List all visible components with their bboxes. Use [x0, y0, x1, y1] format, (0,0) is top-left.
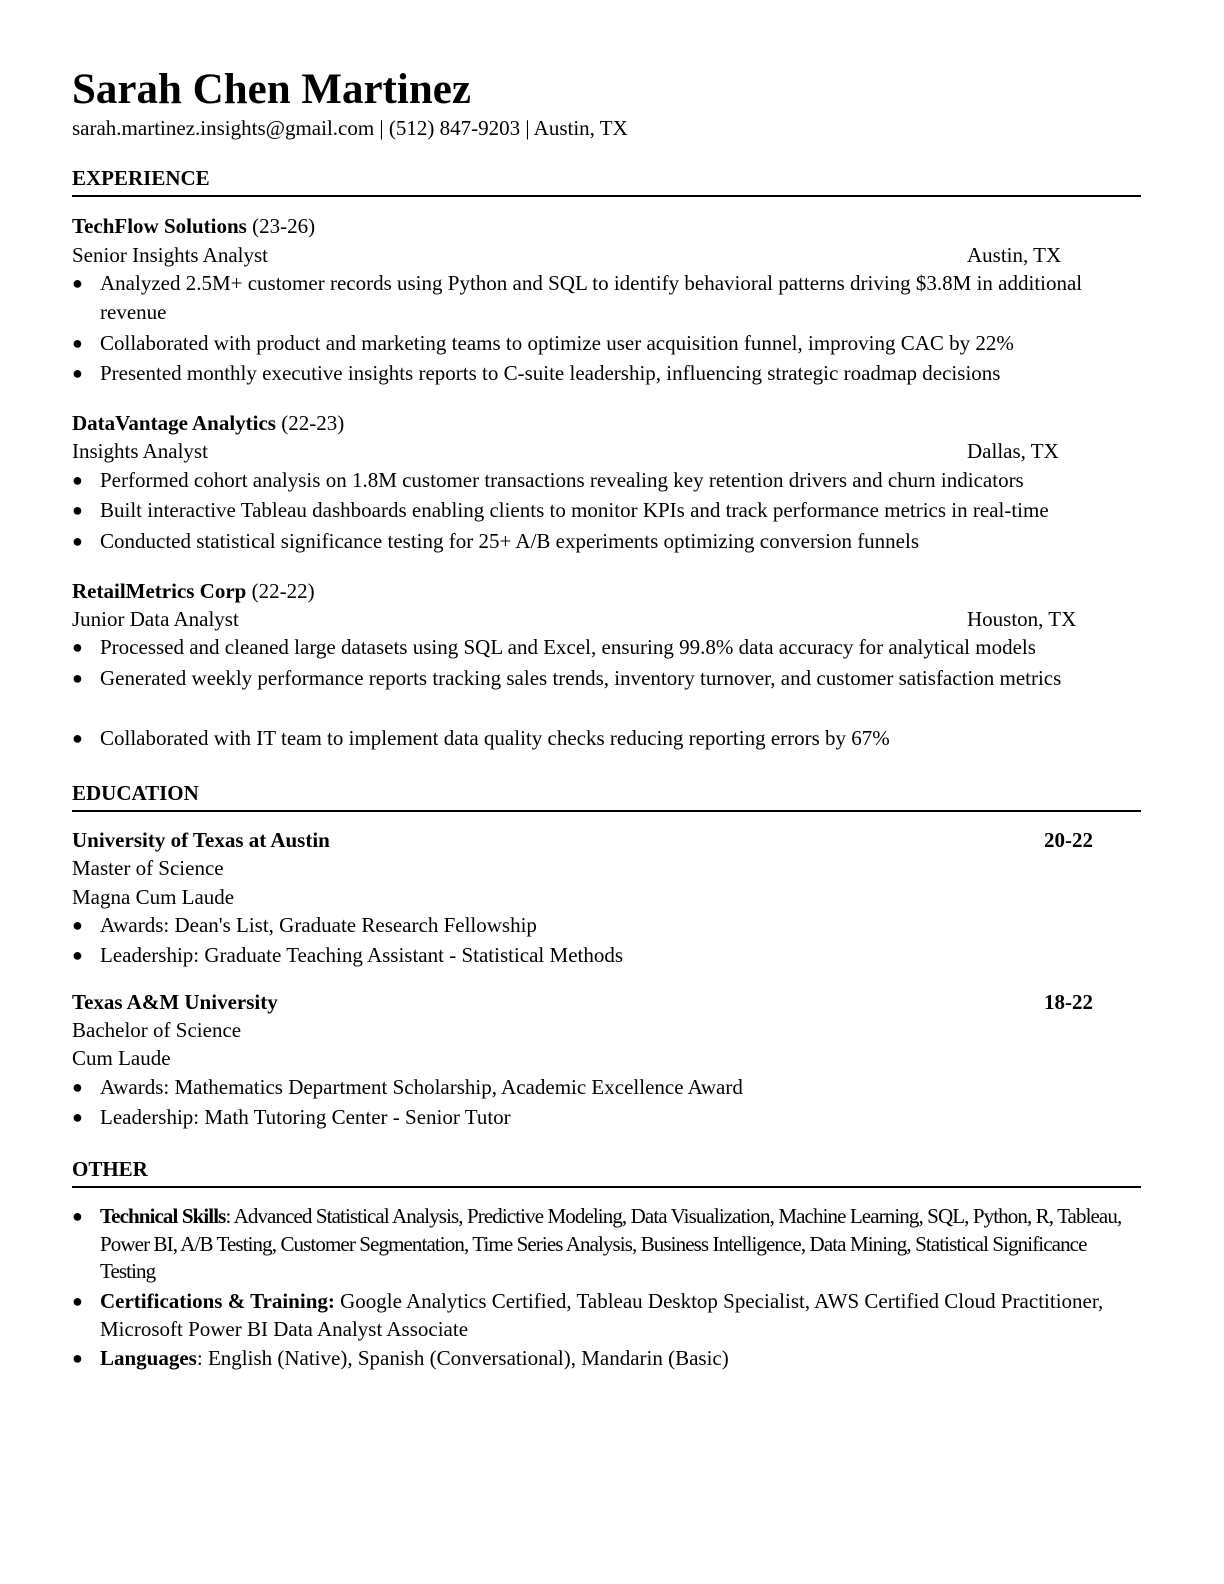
school-name: University of Texas at Austin: [72, 828, 330, 852]
job-title: Insights Analyst: [72, 439, 208, 463]
job-title: Senior Insights Analyst: [72, 243, 269, 267]
bullet-icon: ●: [72, 1291, 83, 1311]
company-name: RetailMetrics Corp: [72, 579, 247, 603]
bullet-text: Performed cohort analysis on 1.8M customer transactions revealing key retention drivers and churn indicators: [100, 468, 1024, 492]
cert-text: Google Analytics Certified, Tableau Desktop Specialist, AWS Certified Cloud Practitioner, Microsoft Power BI Data Analyst Associate: [100, 1289, 1104, 1341]
list-item: [72, 359, 1141, 388]
school-header: [72, 826, 1141, 854]
list-item: [72, 329, 1141, 358]
bullet-icon: ●: [72, 637, 83, 657]
bullet-icon: ●: [72, 531, 83, 551]
bullet-text: Collaborated with product and marketing teams to optimize user acquisition funnel, improving CAC by 22%: [100, 331, 1014, 355]
bullet-text: Awards: Mathematics Department Scholarship, Academic Excellence Award: [100, 1075, 743, 1099]
skill-text: Advanced Statistical Analysis, Predictive Modeling, Data Visualization, Machine Learning, SQL, Python, R, Tableau, Power BI, A/B Testing, Customer Segmentation, Time Series Analysis, Business Intelligence, Data Mining, Statistical Significance Testing: [100, 1204, 1122, 1283]
job-header: [72, 409, 1141, 437]
bullet-text: [100, 1344, 1141, 1373]
bullet-text: Processed and cleaned large datasets using SQL and Excel, ensuring 99.8% data accuracy for analytical models: [100, 635, 1036, 659]
lang-sep: :: [196, 1346, 208, 1370]
lang-text: English (Native), Spanish (Conversational), Mandarin (Basic): [207, 1346, 729, 1370]
job-dates: (22-22): [246, 579, 315, 603]
bullet-text: Generated weekly performance reports tracking sales trends, inventory turnover, and customer satisfaction metrics: [100, 666, 1062, 690]
bullet-text: Awards: Dean's List, Graduate Research Fellowship: [100, 913, 537, 937]
company-name: DataVantage Analytics: [72, 411, 276, 435]
list-item: [72, 633, 1141, 662]
bullet-text: Presented monthly executive insights reports to C-suite leadership, influencing strategic roadmap decisions: [100, 361, 1001, 385]
job-title-row: [72, 241, 1141, 269]
job-header: [72, 212, 1141, 240]
list-item: [72, 1073, 1141, 1102]
bullet-text: [100, 1287, 1141, 1343]
skill-label: Technical Skills: [100, 1204, 226, 1228]
company-name: TechFlow Solutions: [72, 214, 247, 238]
job-dates: (23-26): [246, 214, 316, 238]
degree: Master of Science: [72, 856, 224, 880]
bullet-icon: ●: [72, 333, 83, 353]
section-heading-education: EDUCATION: [72, 780, 1141, 812]
bullet-icon: ●: [72, 1107, 83, 1127]
bullet-text: Leadership: Math Tutoring Center - Senior Tutor: [100, 1105, 511, 1129]
list-item: [72, 269, 1141, 327]
section-heading-experience: EXPERIENCE: [72, 165, 1141, 197]
bullet-text: [100, 1203, 1141, 1286]
honors: Magna Cum Laude: [72, 885, 235, 909]
bullet-icon: ●: [72, 728, 83, 748]
list-item: [72, 1287, 1141, 1343]
bullet-icon: ●: [72, 363, 83, 383]
bullet-icon: ●: [72, 915, 83, 935]
bullet-text: Conducted statistical significance testing for 25+ A/B experiments optimizing conversion funnels: [100, 529, 920, 553]
lang-label: Languages: [100, 1346, 197, 1370]
bullet-icon: ●: [72, 500, 83, 520]
school-dates: 20-22: [1044, 828, 1093, 852]
job-location: Houston, TX: [967, 607, 1077, 631]
section-heading-other: OTHER: [72, 1156, 1141, 1188]
bullet-icon: ●: [72, 668, 83, 688]
bullet-text: Leadership: Graduate Teaching Assistant - Statistical Methods: [100, 943, 624, 967]
bullet-icon: ●: [72, 273, 83, 293]
bullet-text: Analyzed 2.5M+ customer records using Python and SQL to identify behavioral patterns driving $3.8M in additional revenue: [100, 271, 1083, 324]
bullet-icon: ●: [72, 470, 83, 490]
honors: Cum Laude: [72, 1046, 171, 1070]
school-name: Texas A&M University: [72, 990, 278, 1014]
job-location: Dallas, TX: [967, 439, 1059, 463]
bullet-icon: ●: [72, 1077, 83, 1097]
list-item: [72, 911, 1141, 940]
bullet-icon: ●: [72, 1206, 83, 1226]
bullet-icon: ●: [72, 945, 83, 965]
cert-label: Certifications & Training:: [100, 1289, 335, 1313]
list-item: [72, 527, 1141, 556]
bullet-icon: ●: [72, 1348, 83, 1368]
job-title-row: [72, 605, 1141, 633]
list-item: [72, 1203, 1141, 1286]
degree: Bachelor of Science: [72, 1018, 242, 1042]
job-header: [72, 577, 1141, 605]
skill-sep: :: [225, 1204, 234, 1228]
school-dates: 18-22: [1044, 990, 1093, 1014]
job-dates: (22-23): [275, 411, 345, 435]
list-item: [72, 1103, 1141, 1132]
bullet-text: Built interactive Tableau dashboards enabling clients to monitor KPIs and track performance metrics in real-time: [100, 498, 1049, 522]
list-item: [72, 724, 1141, 753]
list-item: [72, 496, 1141, 525]
list-item: [72, 466, 1141, 495]
job-title-row: [72, 437, 1141, 465]
candidate-name: Sarah Chen Martinez: [72, 66, 471, 113]
job-title: Junior Data Analyst: [72, 607, 239, 631]
list-item: [72, 941, 1141, 970]
job-location: Austin, TX: [967, 243, 1062, 267]
school-header: [72, 988, 1141, 1016]
list-item: [72, 664, 1141, 693]
list-item: [72, 1344, 1141, 1373]
bullet-text: Collaborated with IT team to implement data quality checks reducing reporting errors by 67%: [100, 726, 890, 750]
contact-line: sarah.martinez.insights@gmail.com | (512) 847-9203 | Austin, TX: [72, 116, 628, 140]
